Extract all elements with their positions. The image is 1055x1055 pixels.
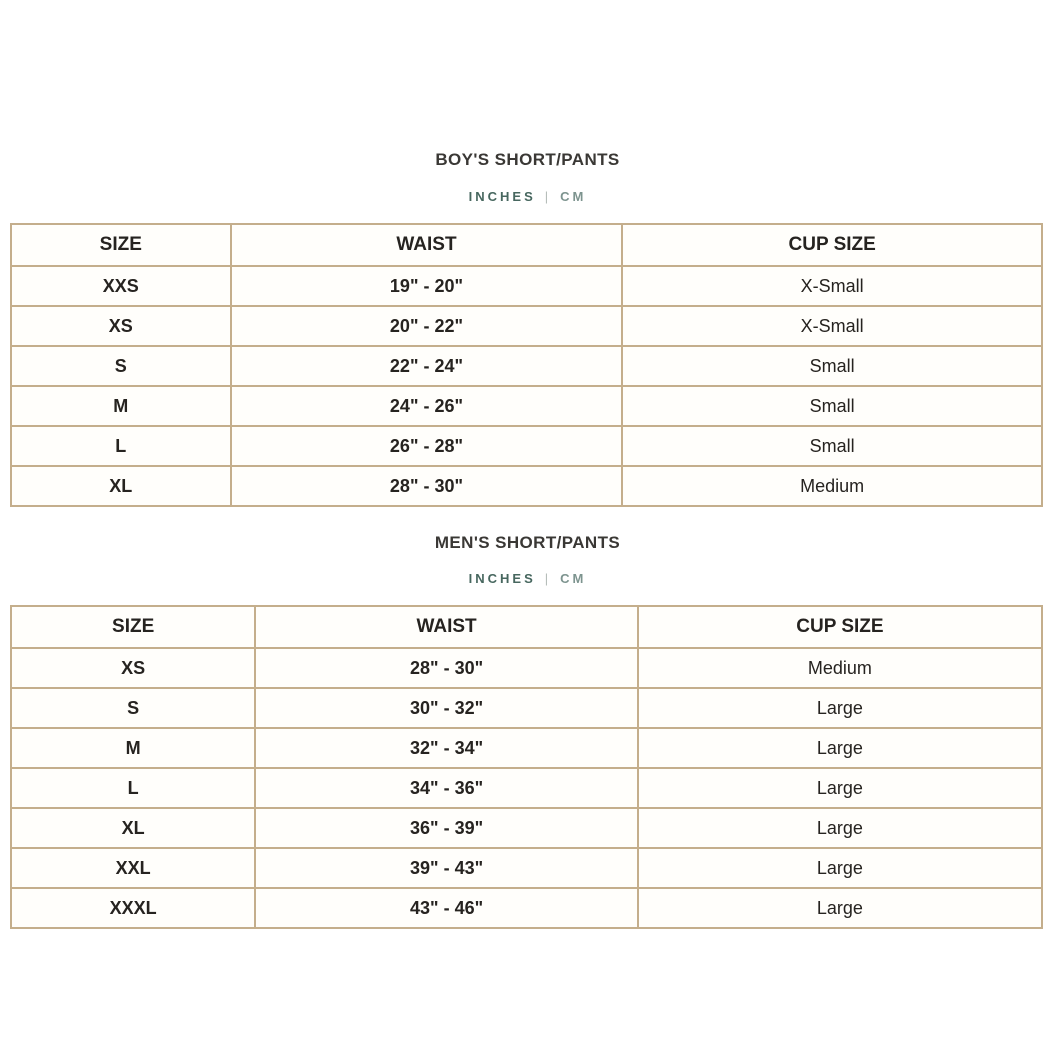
column-header: WAIST [255,606,638,648]
boys-section-title: BOY'S SHORT/PANTS [435,150,620,169]
mens-size-table [10,605,1043,929]
header-row [11,224,1042,266]
table-cell: 34" - 36" [255,768,638,808]
table-cell: L [11,768,255,808]
table-cell: 28" - 30" [255,648,638,688]
table-cell: XL [11,808,255,848]
table-cell: L [11,426,231,466]
table-row [11,848,1042,888]
unit-divider: | [544,189,552,204]
table-cell: Large [638,768,1042,808]
table-cell: Large [638,848,1042,888]
column-header: WAIST [231,224,623,266]
mens-inches-toggle[interactable]: INCHES [468,571,536,586]
table-cell: Large [638,728,1042,768]
boys-cm-toggle[interactable]: CM [560,189,587,204]
boys-size-table [10,223,1043,507]
column-header: SIZE [11,224,231,266]
table-row [11,266,1042,306]
table-cell: Medium [622,466,1042,506]
table-row [11,808,1042,848]
table-row [11,306,1042,346]
boys-inches-toggle[interactable]: INCHES [468,189,536,204]
column-header: CUP SIZE [622,224,1042,266]
table-cell: X-Small [622,306,1042,346]
table-row [11,466,1042,506]
table-cell: XL [11,466,231,506]
table-cell: Small [622,346,1042,386]
table-cell: XXXL [11,888,255,928]
unit-divider: | [544,571,552,586]
table-cell: 20" - 22" [231,306,623,346]
mens-cm-toggle[interactable]: CM [560,571,587,586]
table-cell: 26" - 28" [231,426,623,466]
table-cell: Large [638,808,1042,848]
table-cell: 36" - 39" [255,808,638,848]
table-cell: Small [622,426,1042,466]
table-cell: 30" - 32" [255,688,638,728]
column-header: CUP SIZE [638,606,1042,648]
table-cell: 24" - 26" [231,386,623,426]
mens-section-title: MEN'S SHORT/PANTS [434,533,621,552]
header-row [11,606,1042,648]
table-row [11,888,1042,928]
table-row [11,386,1042,426]
table-row [11,426,1042,466]
table-cell: 43" - 46" [255,888,638,928]
table-cell: XXS [11,266,231,306]
table-cell: 32" - 34" [255,728,638,768]
table-cell: Large [638,888,1042,928]
mens-unit-toggle [0,571,1055,586]
table-cell: Medium [638,648,1042,688]
table-cell: S [11,688,255,728]
table-cell: M [11,386,231,426]
table-cell: XXL [11,848,255,888]
table-cell: 22" - 24" [231,346,623,386]
boys-unit-toggle [0,189,1055,204]
table-cell: 19" - 20" [231,266,623,306]
column-header: SIZE [11,606,255,648]
table-cell: XS [11,306,231,346]
table-row [11,688,1042,728]
table-cell: X-Small [622,266,1042,306]
table-row [11,648,1042,688]
table-row [11,346,1042,386]
table-cell: 39" - 43" [255,848,638,888]
table-cell: XS [11,648,255,688]
table-cell: 28" - 30" [231,466,623,506]
table-cell: M [11,728,255,768]
table-row [11,768,1042,808]
table-row [11,728,1042,768]
table-cell: Large [638,688,1042,728]
table-cell: Small [622,386,1042,426]
table-cell: S [11,346,231,386]
